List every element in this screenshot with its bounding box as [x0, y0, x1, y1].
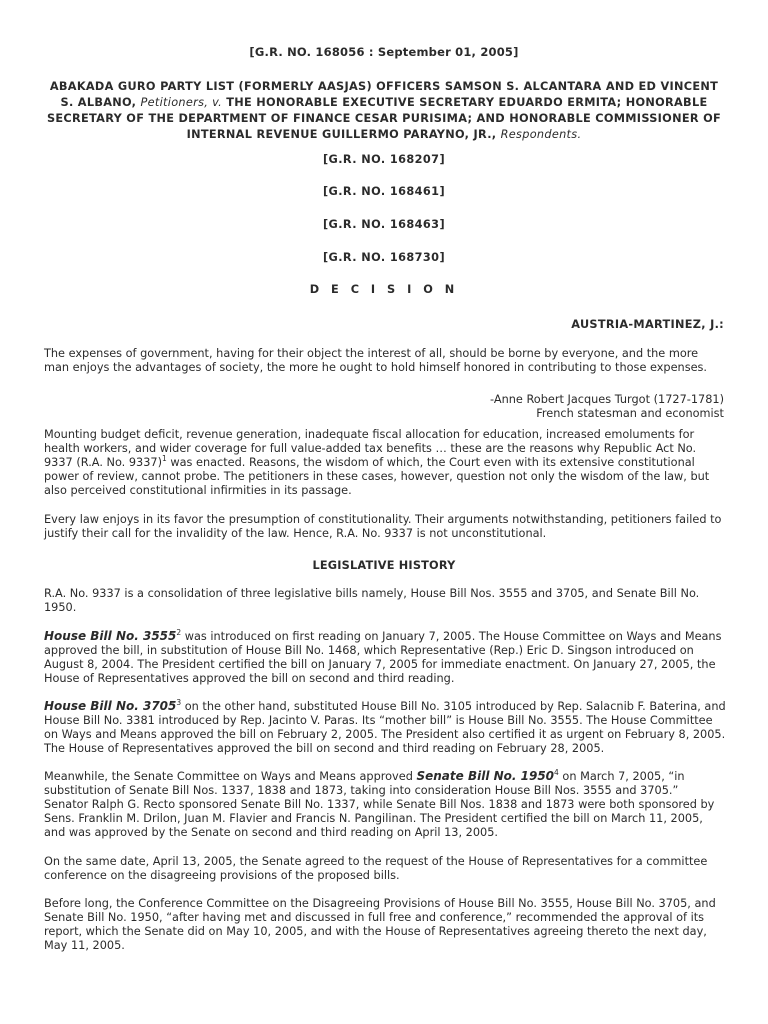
intro-paragraph-1 — [44, 428, 726, 498]
respondents-label: Respondents. — [500, 128, 582, 141]
history-paragraph-3 — [44, 699, 726, 756]
history-paragraph-2 — [44, 629, 726, 686]
epigraph-author: -Anne Robert Jacques Turgot (1727-1781) — [490, 393, 724, 406]
bill-name: House Bill No. 3705 — [44, 699, 177, 713]
paragraph-text: on the other hand, substituted House Bill No. 3105 introduced by Rep. Salacnib F. Baterina, and House Bill No. 3381 introduced by Rep. Jacinto V. Paras. Its “mother bill” is House Bill No. 3555. The House Committee on Ways and Means approved the bill on February 2, 2005. The President also certified it as urgent on February 8, 2005. The House of Representatives approved the bill on second and third reading on February 28, 2005. — [44, 700, 726, 755]
intro-paragraph-2: Every law enjoys in its favor the presumption of constitutionality. Their arguments notwithstanding, petitioners failed to justify their call for the invalidity of the law. Hence, R.A. No. 9337 is not unconstitutional. — [44, 513, 722, 540]
bill-name: Senate Bill No. 1950 — [416, 769, 555, 783]
consolidated-case-3: [G.R. NO. 168463] — [322, 218, 446, 231]
footnote-ref[interactable]: 1 — [162, 454, 167, 464]
petitioners-label: Petitioners — [140, 96, 205, 109]
epigraph-attribution — [490, 393, 724, 421]
decision-heading: D E C I S I O N — [309, 283, 459, 296]
epigraph-quote: The expenses of government, having for their object the interest of all, should be borne by everyone, and the more man enjoys the advantages of society, the more he ought to hold himself honored in contributing to those expenses. — [44, 347, 708, 374]
respondents-names: THE HONORABLE EXECUTIVE SECRETARY EDUARDO ERMITA; HONORABLE SECRETARY OF THE DEPARTMENT OF FINANCE CESAR PURISIMA; AND HONORABLE COMMISSIONER OF INTERNAL REVENUE GUILLERMO PARAYNO, JR., — [46, 96, 722, 141]
footnote-ref[interactable]: 3 — [176, 698, 182, 708]
consolidated-case-4: [G.R. NO. 168730] — [322, 251, 446, 264]
paragraph-text: Meanwhile, the Senate Committee on Ways and Means approved — [44, 770, 417, 783]
history-paragraph-5: On the same date, April 13, 2005, the Senate agreed to the request of the House of Representatives for a committee conference on the disagreeing provisions of the proposed bills. — [44, 855, 708, 882]
section-heading: LEGISLATIVE HISTORY — [312, 559, 456, 572]
case-parties — [44, 79, 724, 143]
footnote-ref[interactable]: 4 — [554, 768, 559, 778]
intro-text-cont: was enacted. Reasons, the wisdom of which, the Court even with its extensive constitutional power of review, cannot probe. The petitioners in these cases, however, question not only the wisdom of the law, but also perceived constitutional infirmities in its passage. — [44, 456, 710, 497]
history-paragraph-1: R.A. No. 9337 is a consolidation of three legislative bills namely, House Bill Nos. 3555 and 3705, and Senate Bill No. 1950. — [44, 587, 700, 614]
consolidated-case-2: [G.R. NO. 168461] — [322, 185, 446, 198]
footnote-ref[interactable]: 2 — [176, 628, 182, 638]
versus-label: , v. — [204, 96, 223, 109]
consolidated-case-1: [G.R. NO. 168207] — [322, 153, 446, 166]
paragraph-text-cont: on March 7, 2005, “in substitution of Senate Bill Nos. 1337, 1838 and 1873, taking into consideration House Bill Nos. 3555 and 3705.” Senator Ralph G. Recto sponsored Senate Bill No. 1337, while Senate Bill Nos. 1838 and 1873 were both sponsored by Sens. Franklin M. Drilon, Juan M. Flavier and Francis N. Pangilinan. The President certified the bill on March 11, 2005, and was approved by the Senate on second and third reading on April 13, 2005. — [44, 770, 715, 839]
history-paragraph-6: Before long, the Conference Committee on the Disagreeing Provisions of House Bill No. 3555, House Bill No. 3705, and Senate Bill No. 1950, “after having met and discussed in full free and conference,” recommended the approval of its report, which the Senate did on May 10, 2005, and with the House of Representatives agreeing thereto the next day, May 11, 2005. — [44, 897, 716, 952]
case-title: [G.R. NO. 168056 : September 01, 2005] — [249, 45, 519, 59]
history-paragraph-4 — [44, 769, 726, 840]
paragraph-text: was introduced on first reading on January 7, 2005. The House Committee on Ways and Means approved the bill, in substitution of House Bill No. 1468, which Representative (Rep.) Eric D. Singson introduced on August 8, 2004. The President certified the bill on January 7, 2005 for immediate enactment. On January 27, 2005, the House of Representatives approved the bill on second and third reading. — [44, 630, 722, 685]
epigraph-author-description: French statesman and economist — [536, 407, 724, 420]
ponente: AUSTRIA-MARTINEZ, J.: — [571, 318, 724, 331]
bill-name: House Bill No. 3555 — [44, 629, 177, 643]
petitioners-names: ABAKADA GURO PARTY LIST (FORMERLY AASJAS) OFFICERS SAMSON S. ALCANTARA AND ED VINCENT S. ALBANO, — [49, 80, 719, 109]
intro-text: Mounting budget deficit, revenue generation, inadequate fiscal allocation for education, increased emoluments for health workers, and wider coverage for full value-added tax benefits … these are the reasons why Republic Act No. 9337 (R.A. No. 9337) — [44, 428, 697, 469]
